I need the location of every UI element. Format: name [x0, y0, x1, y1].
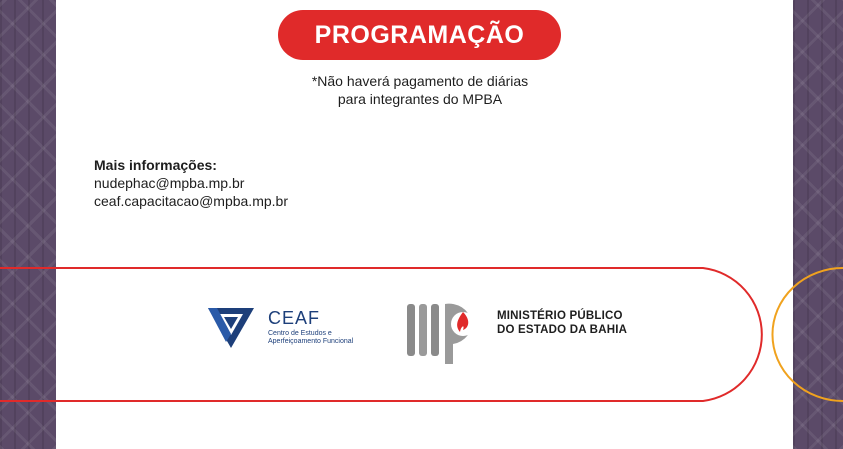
- mpba-name-line-1: MINISTÉRIO PÚBLICO: [497, 310, 623, 322]
- ceaf-logo: [206, 302, 376, 352]
- email-link-nudephac[interactable]: nudephac@mpba.mp.br: [94, 175, 245, 191]
- mpba-name-line-2: DO ESTADO DA BAHIA: [497, 324, 628, 336]
- ceaf-subtitle-line-1: Centro de Estudos e: [268, 330, 332, 337]
- payment-note-line-1: *Não haverá pagamento de diárias: [311, 73, 529, 89]
- mpba-logo: [405, 300, 645, 366]
- mpba-emblem-icon: [405, 300, 487, 366]
- mpba-name: [497, 309, 627, 337]
- payment-note-line-2: para integrantes do MPBA: [337, 91, 503, 107]
- ceaf-triangle-icon: [206, 304, 256, 350]
- ceaf-subtitle-line-2: Aperfeiçoamento Funcional: [268, 338, 354, 345]
- ceaf-subtitle: [268, 330, 353, 346]
- contact-heading: Mais informações:: [94, 157, 217, 173]
- ceaf-name: CEAF: [268, 308, 321, 328]
- email-link-ceaf[interactable]: ceaf.capacitacao@mpba.mp.br: [94, 193, 288, 209]
- programacao-button[interactable]: PROGRAMAÇÃO: [278, 10, 561, 60]
